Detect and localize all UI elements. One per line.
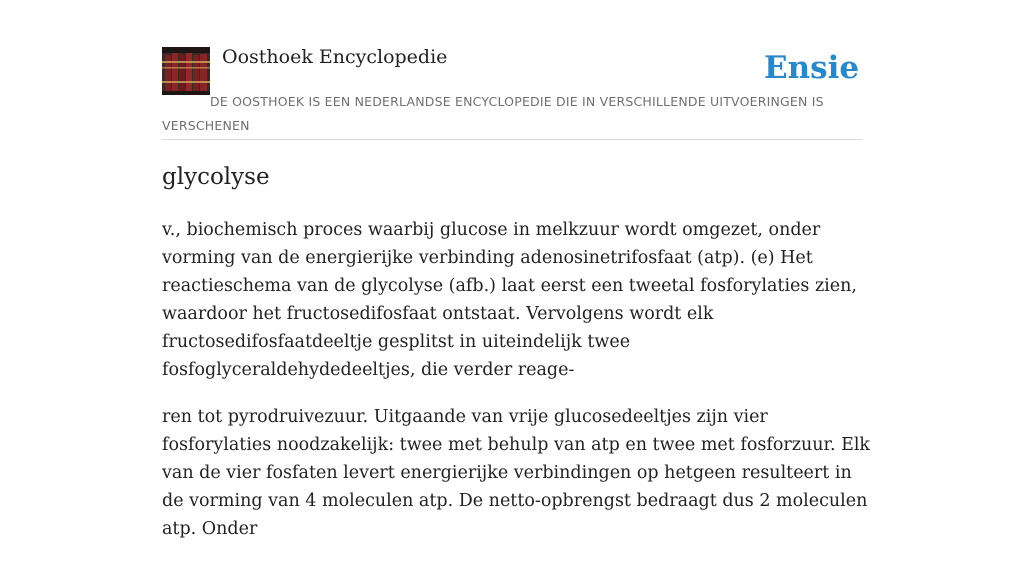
- source-name[interactable]: Oosthoek Encyclopedie: [222, 46, 448, 68]
- source-avatar[interactable]: [162, 47, 210, 95]
- encyclopedia-books-icon: [162, 47, 210, 95]
- article-body: [162, 216, 872, 562]
- article-paragraph: ren tot pyrodruivezuur. Uitgaande van vrije glucosedeeltjes zijn vier fosforylaties noodzakelijk: twee met behulp van atp en twee met fosforzuur. Elk van de vier fosfaten levert energierijke verbindingen op hetgeen resulteert in de vorming van 4 moleculen atp. De netto-opbrengst bedraagt dus 2 moleculen atp. Onder: [162, 407, 871, 539]
- article-paragraph: v., biochemisch proces waarbij glucose in melkzuur wordt omgezet, onder vorming van de energierijke verbinding adenosinetrifosfaat (atp). (e) Het reactieschema van de glycolyse (afb.) laat eerst een tweetal fosforylaties zien, waardoor het fructosedifosfaat ontstaat. Vervolgens wordt elk fructosedifosfaatdeeltje gesplitst in uiteindelijk twee fosfoglyceraldehydedeeltjes, die verder reage-: [162, 220, 857, 380]
- header-divider: [162, 139, 862, 140]
- brand-logo[interactable]: Ensie: [764, 50, 860, 86]
- article-title: glycolyse: [162, 164, 270, 190]
- source-tagline: DE OOSTHOEK IS EEN NEDERLANDSE ENCYCLOPEDIE DIE IN VERSCHILLENDE UITVOERINGEN IS VERSCHENEN: [162, 94, 824, 133]
